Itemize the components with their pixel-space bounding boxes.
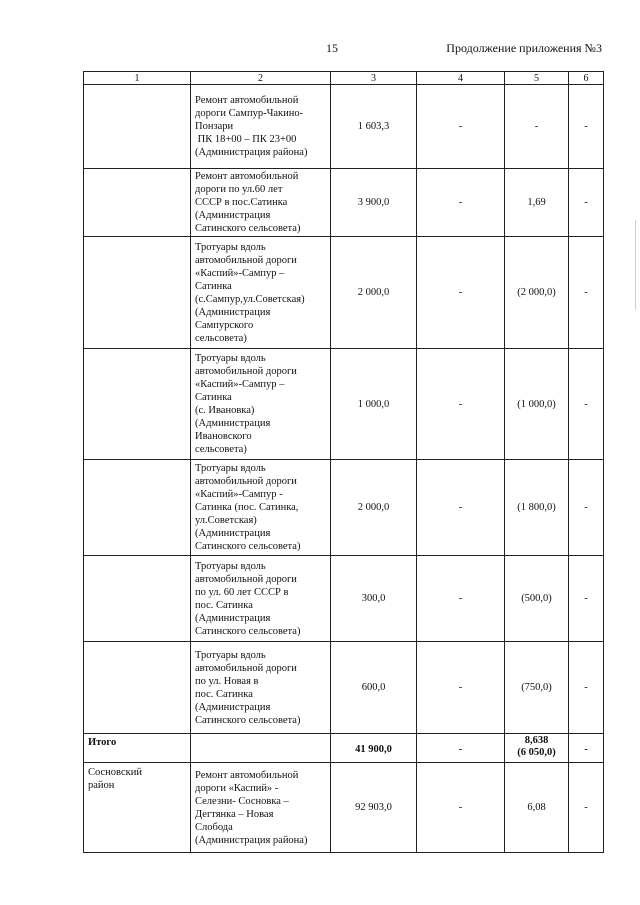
description-cell: Тротуары вдоль автомобильной дороги «Каспий»-Сампур – Сатинка (с.Сампур,ул.Советская) (Администрация Сампурского сельсовета) <box>191 237 331 349</box>
value-cell: - <box>569 556 604 642</box>
column-header: 4 <box>417 72 505 85</box>
total-label: Итого <box>84 734 191 763</box>
value-cell: - <box>569 763 604 853</box>
total-value: - <box>569 734 604 763</box>
value-cell: (1 000,0) <box>505 349 569 460</box>
district-cell <box>84 460 191 556</box>
column-header: 1 <box>84 72 191 85</box>
total-description-cell <box>191 734 331 763</box>
value-cell: - <box>417 460 505 556</box>
column-header: 3 <box>331 72 417 85</box>
amount-cell: 92 903,0 <box>331 763 417 853</box>
value-cell: - <box>569 169 604 237</box>
table-row <box>84 237 604 349</box>
table-row <box>84 85 604 169</box>
value-cell: (2 000,0) <box>505 237 569 349</box>
column-number-row <box>84 72 604 85</box>
table-row <box>84 169 604 237</box>
page-number: 15 <box>326 41 338 55</box>
table-row <box>84 460 604 556</box>
value-cell: - <box>417 85 505 169</box>
district-cell <box>84 169 191 237</box>
value-cell: - <box>569 349 604 460</box>
table-row <box>84 556 604 642</box>
total-row <box>84 734 604 763</box>
value-cell: - <box>569 237 604 349</box>
table-row <box>84 349 604 460</box>
district-cell <box>84 237 191 349</box>
column-header: 6 <box>569 72 604 85</box>
district-cell <box>84 85 191 169</box>
value-cell: 6,08 <box>505 763 569 853</box>
value-cell: (500,0) <box>505 556 569 642</box>
district-cell <box>84 556 191 642</box>
district-cell <box>84 642 191 734</box>
amount-cell: 2 000,0 <box>331 237 417 349</box>
column-header: 2 <box>191 72 331 85</box>
amount-cell: 2 000,0 <box>331 460 417 556</box>
description-cell: Тротуары вдоль автомобильной дороги по ул. Новая в пос. Сатинка (Администрация Сатинского сельсовета) <box>191 642 331 734</box>
amount-cell: 300,0 <box>331 556 417 642</box>
value-cell: - <box>569 642 604 734</box>
value-cell: - <box>417 763 505 853</box>
description-cell: Ремонт автомобильной дороги Сампур-Чакино- Понзари ПК 18+00 – ПК 23+00 (Администрация района) <box>191 85 331 169</box>
page-caption: Продолжение приложения №3 <box>446 41 602 55</box>
value-cell: - <box>417 349 505 460</box>
value-cell: - <box>569 460 604 556</box>
value-cell: - <box>569 85 604 169</box>
amount-cell: 600,0 <box>331 642 417 734</box>
description-cell: Ремонт автомобильной дороги по ул.60 лет СССР в пос.Сатинка (Администрация Сатинского сельсовета) <box>191 169 331 237</box>
table-row <box>84 642 604 734</box>
value-cell: - <box>417 556 505 642</box>
total-amount: 41 900,0 <box>331 734 417 763</box>
value-cell: - <box>417 169 505 237</box>
district-cell: Сосновский район <box>84 763 191 853</box>
value-cell: - <box>417 237 505 349</box>
description-cell: Тротуары вдоль автомобильной дороги по ул. 60 лет СССР в пос. Сатинка (Администрация Сатинского сельсовета) <box>191 556 331 642</box>
budget-table <box>83 71 604 853</box>
description-cell: Тротуары вдоль автомобильной дороги «Каспий»-Сампур - Сатинка (пос. Сатинка, ул.Советская) (Администрация Сатинского сельсовета) <box>191 460 331 556</box>
scan-artifact <box>635 220 636 310</box>
column-header: 5 <box>505 72 569 85</box>
value-cell: (750,0) <box>505 642 569 734</box>
amount-cell: 3 900,0 <box>331 169 417 237</box>
district-cell <box>84 349 191 460</box>
value-cell: - <box>505 85 569 169</box>
total-value: - <box>417 734 505 763</box>
amount-cell: 1 000,0 <box>331 349 417 460</box>
amount-cell: 1 603,3 <box>331 85 417 169</box>
description-cell: Тротуары вдоль автомобильной дороги «Каспий»-Сампур – Сатинка (с. Ивановка) (Администрация Ивановского сельсовета) <box>191 349 331 460</box>
table-row <box>84 763 604 853</box>
total-value: 8,638 (6 050,0) <box>505 734 569 763</box>
value-cell: - <box>417 642 505 734</box>
value-cell: (1 800,0) <box>505 460 569 556</box>
value-cell: 1,69 <box>505 169 569 237</box>
description-cell: Ремонт автомобильной дороги «Каспий» - Селезни- Сосновка – Дегтянка – Новая Слобода (Администрация района) <box>191 763 331 853</box>
